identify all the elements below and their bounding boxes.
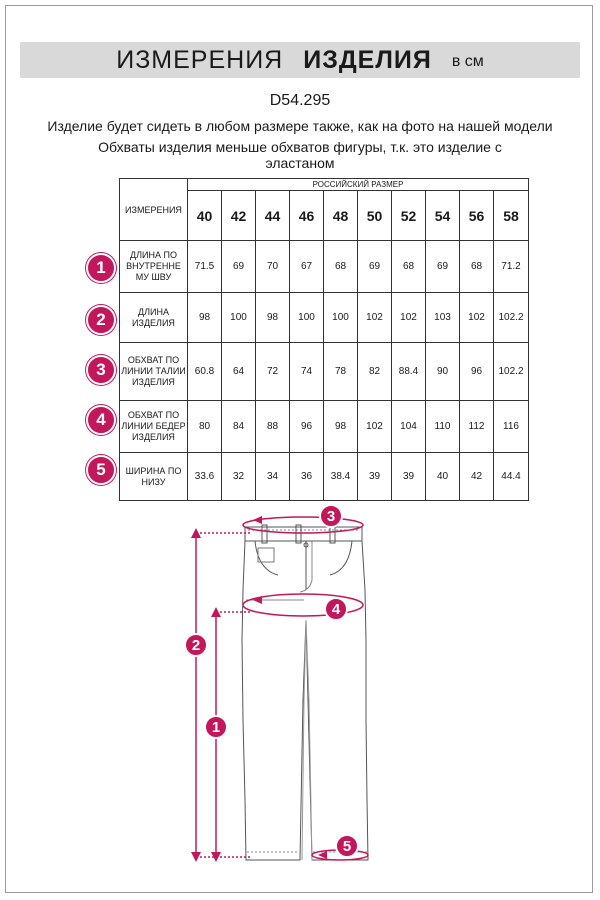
table-cell: 100 bbox=[324, 293, 358, 343]
size-header: 46 bbox=[290, 191, 324, 241]
table-cell: 98 bbox=[256, 293, 290, 343]
table-cell: 42 bbox=[460, 453, 494, 501]
table-cell: 98 bbox=[188, 293, 222, 343]
table-cell: 68 bbox=[460, 241, 494, 293]
row-number-badge: 3 bbox=[86, 355, 116, 385]
measurements-header: ИЗМЕРЕНИЯ bbox=[120, 179, 188, 241]
table-cell: 88 bbox=[256, 401, 290, 453]
size-group-header: РОССИЙСКИЙ РАЗМЕР bbox=[188, 179, 529, 191]
table-cell: 102 bbox=[392, 293, 426, 343]
size-header: 50 bbox=[358, 191, 392, 241]
table-cell: 72 bbox=[256, 343, 290, 401]
table-cell: 39 bbox=[392, 453, 426, 501]
row-number-badge: 5 bbox=[86, 455, 116, 485]
table-cell: 68 bbox=[324, 241, 358, 293]
diagram-marker-3 bbox=[320, 505, 342, 527]
row-label: ШИРИНА ПО НИЗУ bbox=[120, 453, 188, 501]
fit-note: Изделие будет сидеть в любом размере также, как на фото на нашей модели bbox=[47, 118, 553, 134]
table-cell: 34 bbox=[256, 453, 290, 501]
marker-number: 5 bbox=[342, 838, 352, 855]
table-cell: 69 bbox=[222, 241, 256, 293]
size-header: 48 bbox=[324, 191, 358, 241]
marker-number: 3 bbox=[326, 508, 336, 525]
row-number-badge: 1 bbox=[86, 253, 116, 283]
size-header: 42 bbox=[222, 191, 256, 241]
table-cell: 33.6 bbox=[188, 453, 222, 501]
title-unit: в см bbox=[451, 53, 484, 70]
diagram-marker-4 bbox=[325, 598, 347, 620]
diagram-marker-2 bbox=[185, 634, 207, 656]
table-cell: 100 bbox=[290, 293, 324, 343]
size-header: 54 bbox=[426, 191, 460, 241]
table-cell: 102 bbox=[358, 293, 392, 343]
table-cell: 67 bbox=[290, 241, 324, 293]
table-cell: 98 bbox=[324, 401, 358, 453]
table-cell: 102.2 bbox=[494, 343, 529, 401]
table-cell: 102.2 bbox=[494, 293, 529, 343]
marker-number: 2 bbox=[191, 637, 201, 654]
table-cell: 40 bbox=[426, 453, 460, 501]
marker-number: 4 bbox=[331, 601, 341, 618]
table-cell: 100 bbox=[222, 293, 256, 343]
article-number: D54.295 bbox=[269, 92, 331, 109]
row-label: ОБХВАТ ПО ЛИНИИ ТАЛИИ ИЗДЕЛИЯ bbox=[120, 343, 188, 401]
row-label: ДЛИНА ИЗДЕЛИЯ bbox=[120, 293, 188, 343]
table-cell: 39 bbox=[358, 453, 392, 501]
table-cell: 78 bbox=[324, 343, 358, 401]
size-header: 44 bbox=[256, 191, 290, 241]
measurement-lines bbox=[196, 517, 368, 860]
title-main: ИЗМЕРЕНИЯ bbox=[116, 45, 284, 74]
table-cell: 112 bbox=[460, 401, 494, 453]
row-label: ДЛИНА ПО ВНУТРЕННЕ МУ ШВУ bbox=[120, 241, 188, 293]
table-cell: 96 bbox=[290, 401, 324, 453]
table-cell: 71.5 bbox=[188, 241, 222, 293]
marker-number: 1 bbox=[211, 719, 221, 736]
row-number-badge: 2 bbox=[86, 305, 116, 335]
table-cell: 110 bbox=[426, 401, 460, 453]
table-cell: 103 bbox=[426, 293, 460, 343]
table-cell: 96 bbox=[460, 343, 494, 401]
arrowheads bbox=[191, 516, 327, 862]
table-cell: 102 bbox=[460, 293, 494, 343]
table-cell: 88.4 bbox=[392, 343, 426, 401]
size-header: 40 bbox=[188, 191, 222, 241]
row-number-badge: 4 bbox=[86, 405, 116, 435]
table-cell: 32 bbox=[222, 453, 256, 501]
table-cell: 71.2 bbox=[494, 241, 529, 293]
table-cell: 68 bbox=[392, 241, 426, 293]
size-header: 58 bbox=[494, 191, 529, 241]
table-cell: 69 bbox=[426, 241, 460, 293]
table-cell: 64 bbox=[222, 343, 256, 401]
table-cell: 80 bbox=[188, 401, 222, 453]
elastane-note: Обхваты изделия меньше обхватов фигуры, т.к. это изделие с эластаном bbox=[98, 139, 502, 171]
table-cell: 82 bbox=[358, 343, 392, 401]
size-header: 56 bbox=[460, 191, 494, 241]
table-cell: 70 bbox=[256, 241, 290, 293]
table-cell: 44.4 bbox=[494, 453, 529, 501]
title-bold: ИЗДЕЛИЯ bbox=[303, 45, 432, 74]
pants-outline-icon bbox=[242, 525, 368, 860]
diagram-marker-5 bbox=[336, 835, 358, 857]
row-label: ОБХВАТ ПО ЛИНИИ БЕДЕР ИЗДЕЛИЯ bbox=[120, 401, 188, 453]
table-cell: 74 bbox=[290, 343, 324, 401]
table-cell: 104 bbox=[392, 401, 426, 453]
size-header: 52 bbox=[392, 191, 426, 241]
table-cell: 60.8 bbox=[188, 343, 222, 401]
table-cell: 116 bbox=[494, 401, 529, 453]
table-cell: 36 bbox=[290, 453, 324, 501]
table-cell: 84 bbox=[222, 401, 256, 453]
table-cell: 69 bbox=[358, 241, 392, 293]
table-cell: 102 bbox=[358, 401, 392, 453]
table-cell: 90 bbox=[426, 343, 460, 401]
table-cell: 38.4 bbox=[324, 453, 358, 501]
diagram-marker-1 bbox=[205, 716, 227, 738]
